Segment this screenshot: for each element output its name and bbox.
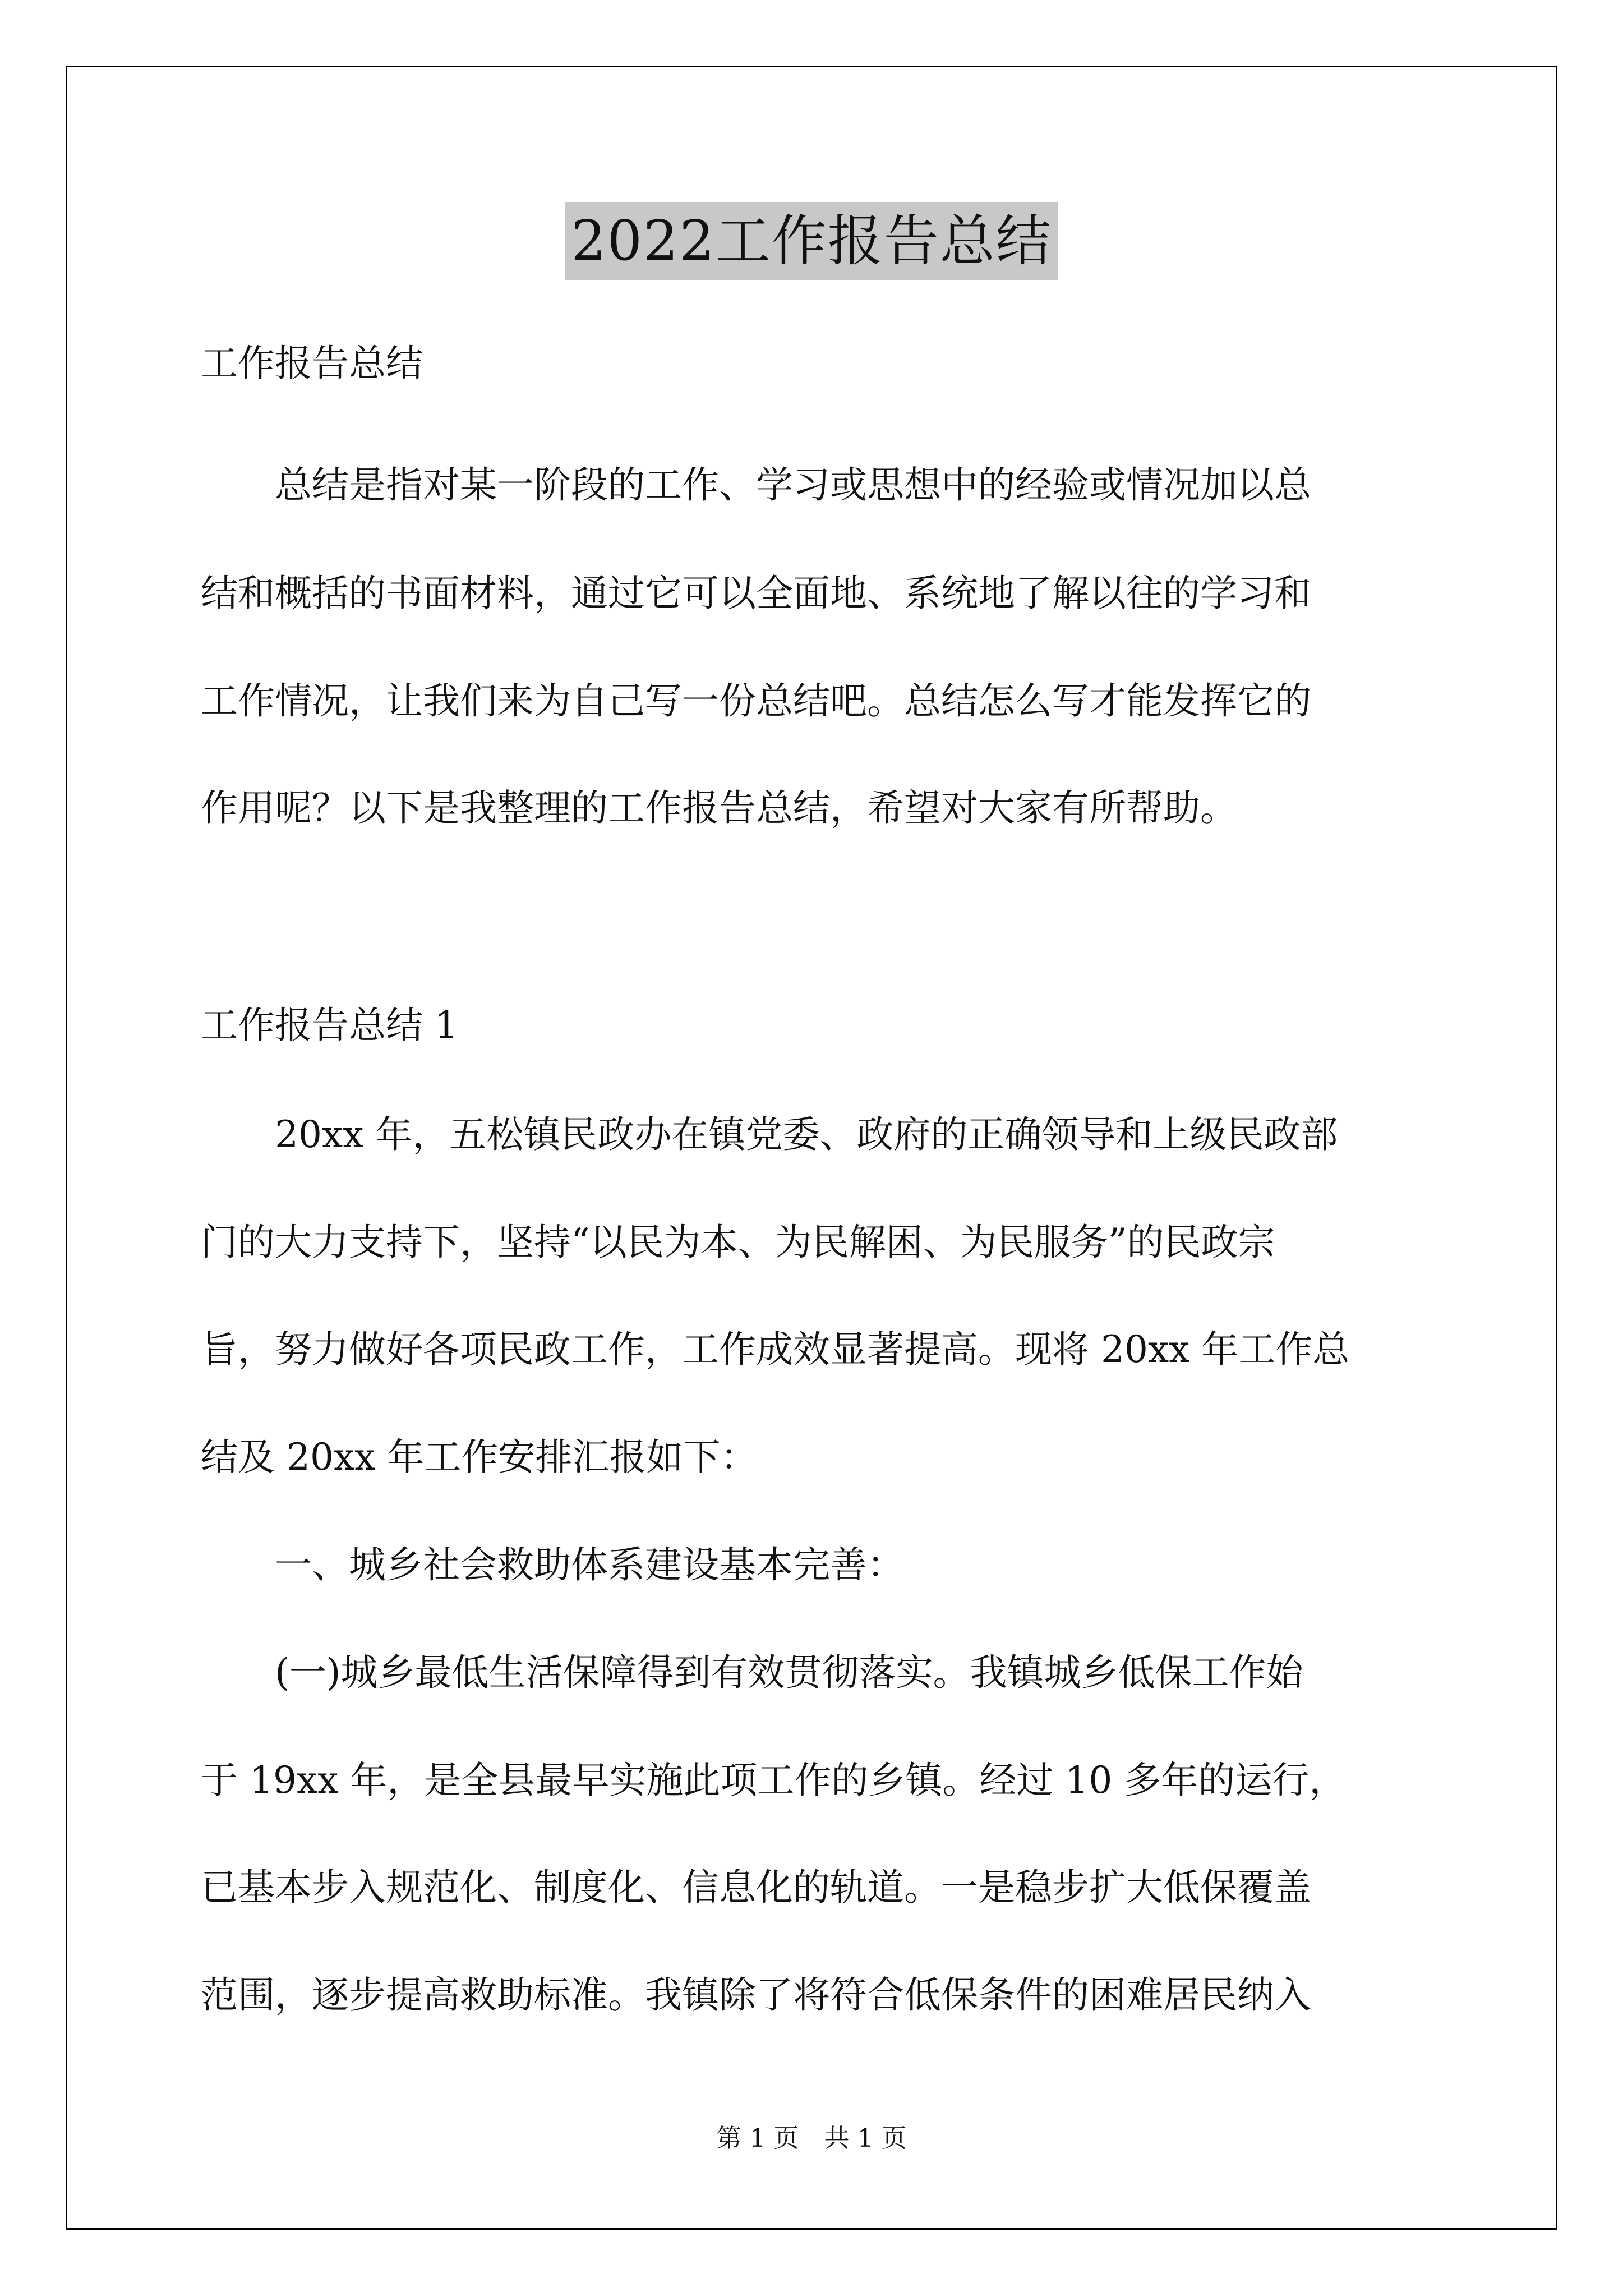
paragraph-line: 工作情况，让我们来为自己写一份总结吧。总结怎么写才能发挥它的: [201, 679, 1311, 723]
paragraph-line: 一、城乡社会救助体系建设基本完善：: [201, 1543, 904, 1586]
paragraph-line: 范围，逐步提高救助标准。我镇除了将符合低保条件的困难居民纳入: [201, 1973, 1311, 2017]
paragraph-line: 于 19xx 年，是全县最早实施此项工作的乡镇。经过 10 多年的运行，: [201, 1759, 1347, 1802]
paragraph-line: 总结是指对某一阶段的工作、学习或思想中的经验或情况加以总: [201, 463, 1311, 507]
page-footer: 第 1 页 共 1 页: [716, 2123, 907, 2153]
paragraph-line: 20xx 年，五松镇民政办在镇党委、政府的正确领导和上级民政部: [201, 1113, 1338, 1156]
paragraph-line: 门的大力支持下，坚持“以民为本、为民解困、为民服务”的民政宗: [201, 1221, 1275, 1264]
paragraph-line: 已基本步入规范化、制度化、信息化的轨道。一是稳步扩大低保覆盖: [201, 1866, 1311, 1909]
title-container: [0, 202, 1623, 280]
section-heading: 工作报告总结: [201, 342, 423, 385]
paragraph-line: 作用呢？以下是我整理的工作报告总结，希望对大家有所帮助。: [201, 786, 1237, 830]
paragraph-line: (一)城乡最低生活保障得到有效贯彻落实。我镇城乡低保工作始: [201, 1651, 1303, 1694]
document-title: 2022工作报告总结: [565, 202, 1057, 280]
paragraph-line: 结及 20xx 年工作安排汇报如下：: [201, 1435, 758, 1479]
paragraph-line: 旨，努力做好各项民政工作，工作成效显著提高。现将 20xx 年工作总: [201, 1328, 1350, 1371]
paragraph-line: 结和概括的书面材料，通过它可以全面地、系统地了解以往的学习和: [201, 572, 1311, 615]
section-heading: 工作报告总结 1: [201, 1004, 458, 1047]
